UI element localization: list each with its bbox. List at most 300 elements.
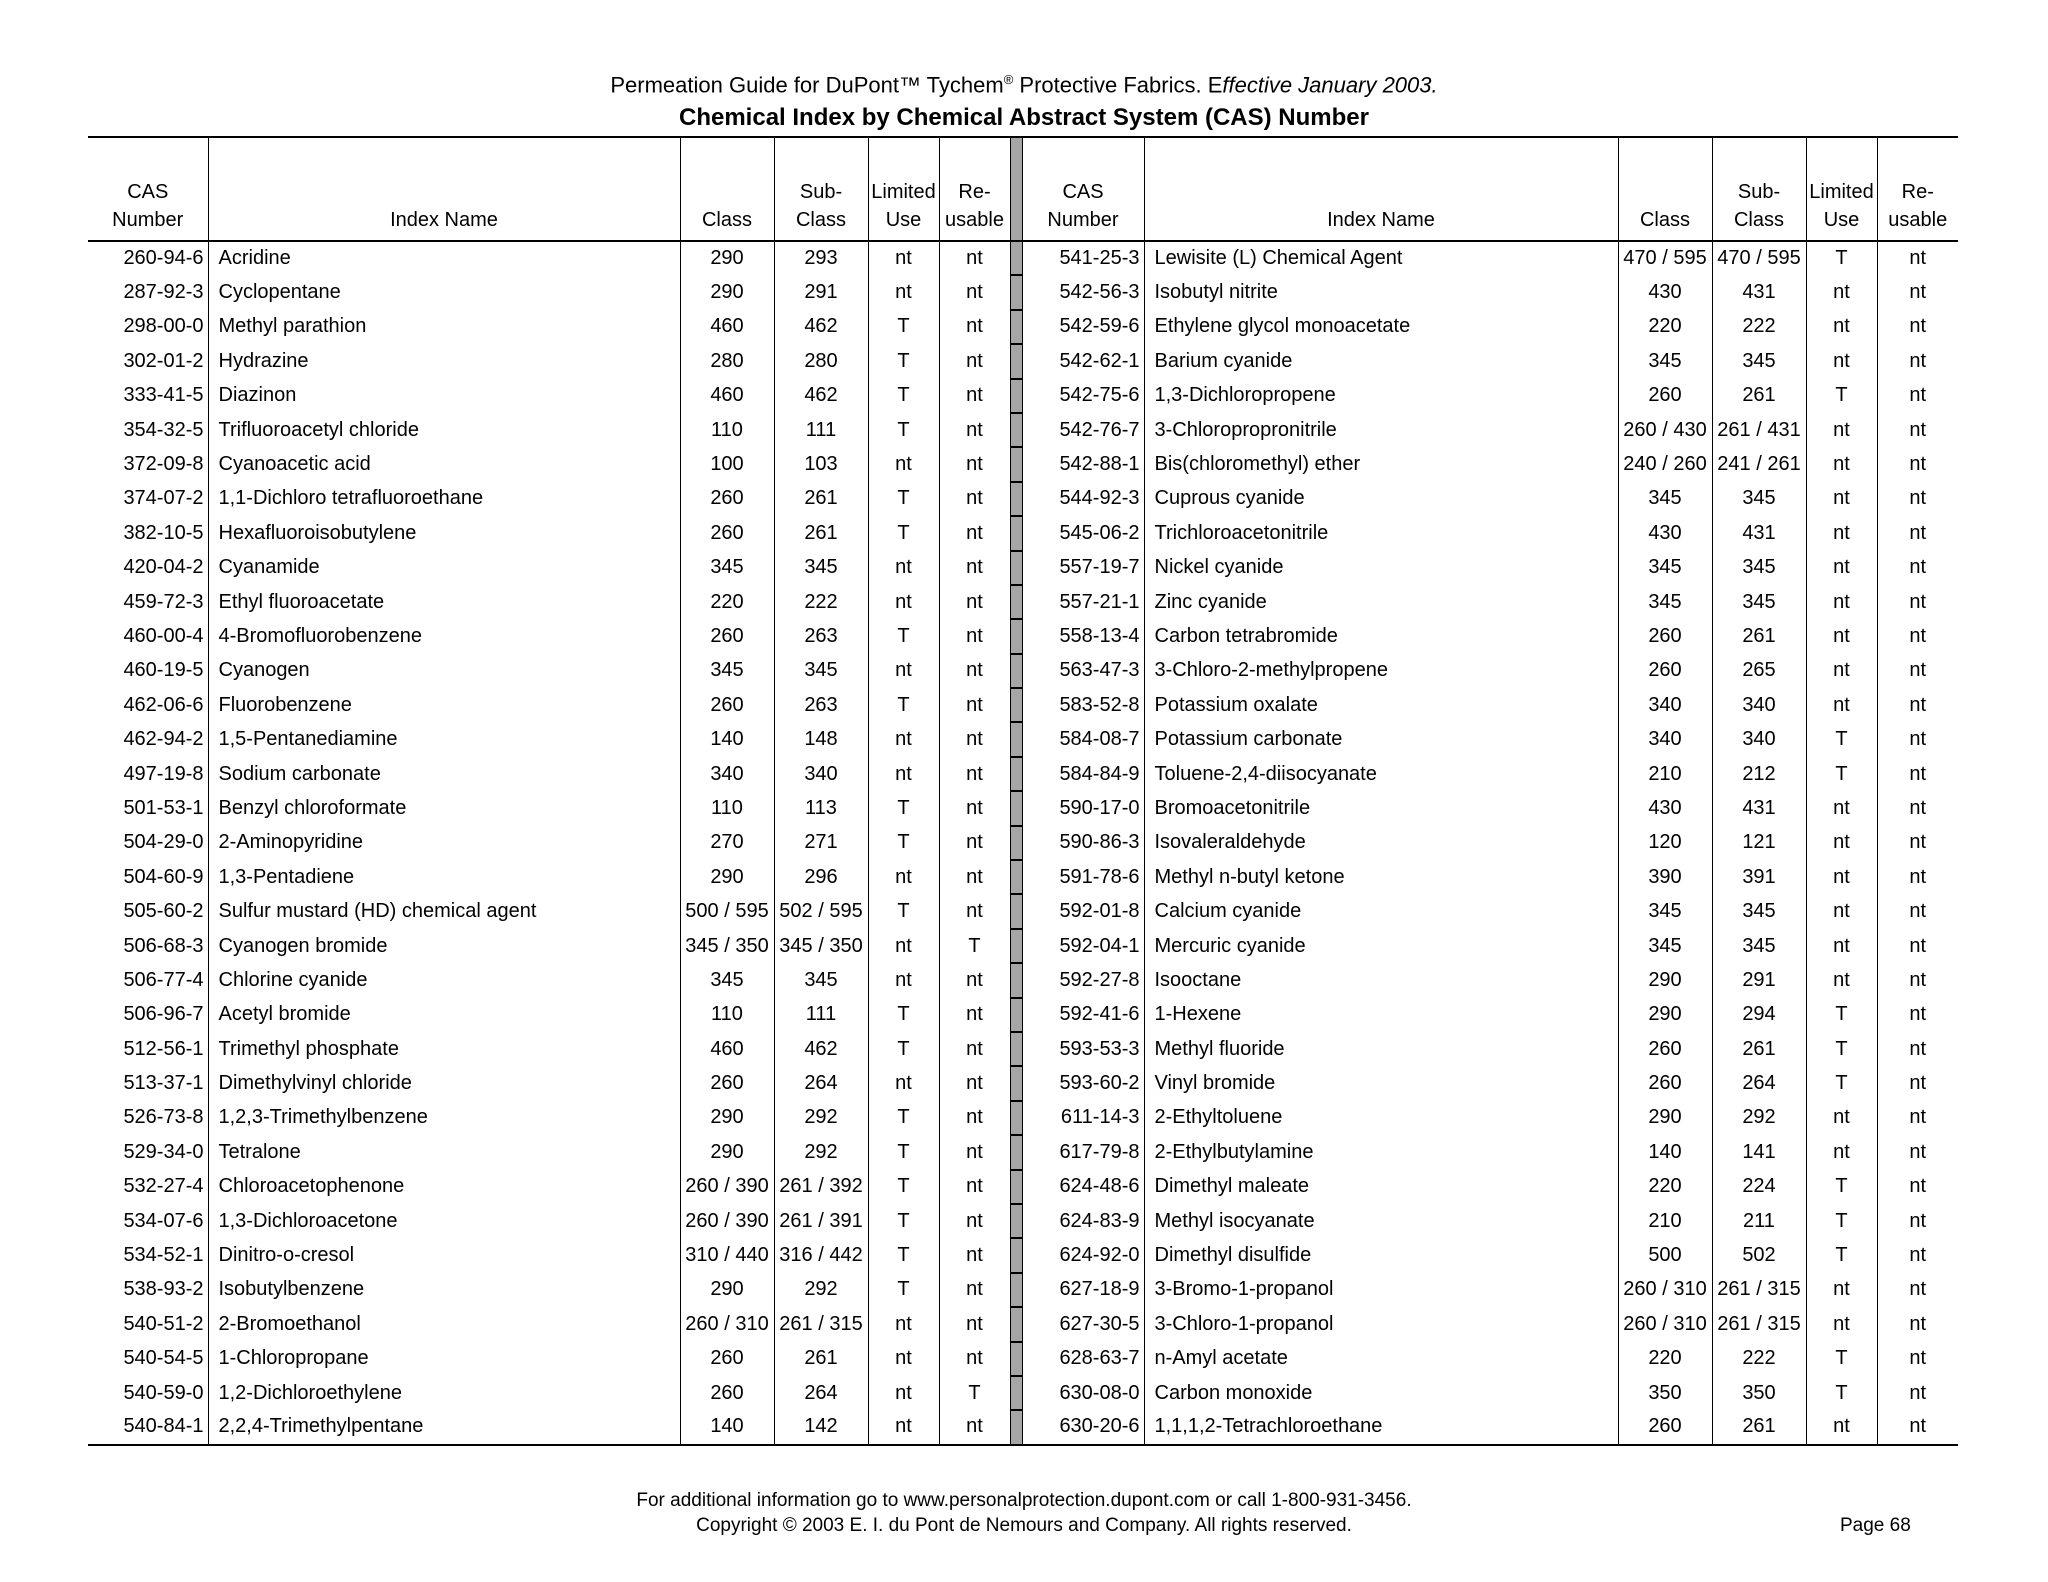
right-reusable-cell: nt (1877, 757, 1958, 791)
right-index-name-cell: 1-Hexene (1144, 998, 1618, 1032)
left-subclass-cell: 462 (774, 310, 868, 344)
left-class-cell: 345 (680, 551, 774, 585)
table-row (88, 860, 1958, 894)
left-subclass-cell: 264 (774, 1376, 868, 1410)
table-row (88, 1101, 1958, 1135)
table-row (88, 1032, 1958, 1066)
column-separator (1010, 585, 1022, 619)
left-limited-use-cell: T (868, 413, 939, 447)
left-limited-use-cell: T (868, 1204, 939, 1238)
table-row (88, 619, 1958, 653)
right-cas-number-cell: 557-19-7 (1022, 551, 1144, 585)
right-cas-number-cell: 558-13-4 (1022, 619, 1144, 653)
column-separator (1010, 963, 1022, 997)
left-reusable-cell: nt (939, 344, 1010, 378)
left-limited-use-cell: nt (868, 1066, 939, 1100)
right-cas-number-cell: 557-21-1 (1022, 585, 1144, 619)
subtitle-effective-date: ffective January 2003. (1222, 72, 1438, 98)
column-separator (1010, 757, 1022, 791)
right-class-cell: 290 (1618, 963, 1712, 997)
left-limited-use-cell: nt (868, 275, 939, 309)
right-limited-use-cell: nt (1806, 860, 1877, 894)
left-cas-number-cell: 512-56-1 (123, 1037, 204, 1060)
left-class-cell: 345 (680, 654, 774, 688)
table-row (88, 1307, 1958, 1341)
left-reusable-cell: T (939, 1376, 1010, 1410)
left-reusable-cell: nt (939, 860, 1010, 894)
col-header-reusable-left: Re- usable (939, 137, 1010, 241)
left-subclass-cell: 264 (774, 1066, 868, 1100)
right-reusable-cell: nt (1877, 963, 1958, 997)
right-cas-number-cell: 590-86-3 (1022, 826, 1144, 860)
right-reusable-cell: nt (1877, 1204, 1958, 1238)
left-class-cell: 100 (680, 447, 774, 481)
table-header-row (88, 137, 1958, 241)
col-header-limited-left: Limited Use (868, 137, 939, 241)
right-index-name-cell: Vinyl bromide (1144, 1066, 1618, 1100)
right-reusable-cell: nt (1877, 1170, 1958, 1204)
column-separator (1010, 998, 1022, 1032)
left-limited-use-cell: nt (868, 654, 939, 688)
column-separator (1010, 447, 1022, 481)
left-index-name-cell: Ethyl fluoroacetate (208, 585, 680, 619)
right-reusable-cell: nt (1877, 791, 1958, 825)
left-subclass-cell: 280 (774, 344, 868, 378)
right-reusable-cell: nt (1877, 998, 1958, 1032)
left-subclass-cell: 340 (774, 757, 868, 791)
right-cas-number-cell: 583-52-8 (1022, 688, 1144, 722)
left-reusable-cell: nt (939, 585, 1010, 619)
left-reusable-cell: nt (939, 379, 1010, 413)
left-cas-number-cell: 504-29-0 (123, 831, 204, 854)
right-subclass-cell: 121 (1712, 826, 1806, 860)
table-row (88, 688, 1958, 722)
right-class-cell: 260 (1618, 619, 1712, 653)
right-index-name-cell: 2-Ethylbutylamine (1144, 1135, 1618, 1169)
left-reusable-cell: nt (939, 241, 1010, 275)
table-row (88, 654, 1958, 688)
right-limited-use-cell: nt (1806, 826, 1877, 860)
col-header-reusable-right: Re- usable (1877, 137, 1958, 241)
left-index-name-cell: 1-Chloropropane (208, 1342, 680, 1376)
column-separator (1010, 1273, 1022, 1307)
left-class-cell: 260 / 390 (680, 1204, 774, 1238)
left-cas-number-cell: 504-60-9 (123, 865, 204, 888)
table-body (88, 241, 1958, 1445)
left-class-cell: 260 (680, 516, 774, 550)
right-cas-number-cell: 593-53-3 (1022, 1032, 1144, 1066)
right-reusable-cell: nt (1877, 1238, 1958, 1272)
right-index-name-cell: 2-Ethyltoluene (1144, 1101, 1618, 1135)
right-subclass-cell: 294 (1712, 998, 1806, 1032)
column-separator (1010, 1376, 1022, 1410)
left-reusable-cell: nt (939, 619, 1010, 653)
right-index-name-cell: Zinc cyanide (1144, 585, 1618, 619)
left-class-cell: 260 (680, 1376, 774, 1410)
table-row (88, 585, 1958, 619)
right-subclass-cell: 391 (1712, 860, 1806, 894)
left-class-cell: 345 (680, 963, 774, 997)
right-subclass-cell: 265 (1712, 654, 1806, 688)
table-row (88, 1273, 1958, 1307)
left-class-cell: 140 (680, 1410, 774, 1444)
left-limited-use-cell: T (868, 1135, 939, 1169)
col-header-subclass-left: Sub- Class (774, 137, 868, 241)
col-header-limited-right: Limited Use (1806, 137, 1877, 241)
left-limited-use-cell: nt (868, 551, 939, 585)
left-class-cell: 110 (680, 998, 774, 1032)
right-class-cell: 240 / 260 (1618, 447, 1712, 481)
table-row (88, 1170, 1958, 1204)
left-class-cell: 345 / 350 (680, 929, 774, 963)
left-class-cell: 260 (680, 482, 774, 516)
right-subclass-cell: 292 (1712, 1101, 1806, 1135)
right-index-name-cell: Cuprous cyanide (1144, 482, 1618, 516)
right-class-cell: 290 (1618, 1101, 1712, 1135)
right-index-name-cell: Carbon tetrabromide (1144, 619, 1618, 653)
right-reusable-cell: nt (1877, 1376, 1958, 1410)
left-cas-number-cell: 460-00-4 (123, 624, 204, 647)
left-index-name-cell: 2-Aminopyridine (208, 826, 680, 860)
column-separator (1010, 241, 1022, 275)
right-class-cell: 220 (1618, 310, 1712, 344)
left-cas-number-cell: 513-37-1 (123, 1072, 204, 1095)
table-row (88, 413, 1958, 447)
left-index-name-cell: Hydrazine (208, 344, 680, 378)
left-limited-use-cell: nt (868, 1342, 939, 1376)
right-class-cell: 260 (1618, 379, 1712, 413)
right-class-cell: 470 / 595 (1618, 241, 1712, 275)
left-cas-number-cell: 505-60-2 (123, 900, 204, 923)
right-class-cell: 345 (1618, 482, 1712, 516)
left-subclass-cell: 148 (774, 722, 868, 756)
left-reusable-cell: nt (939, 1410, 1010, 1444)
right-reusable-cell: nt (1877, 344, 1958, 378)
left-class-cell: 260 (680, 1342, 774, 1376)
left-class-cell: 290 (680, 275, 774, 309)
right-reusable-cell: nt (1877, 1342, 1958, 1376)
left-index-name-cell: 2-Bromoethanol (208, 1307, 680, 1341)
right-cas-number-cell: 584-08-7 (1022, 722, 1144, 756)
right-limited-use-cell: T (1806, 757, 1877, 791)
right-class-cell: 210 (1618, 1204, 1712, 1238)
left-reusable-cell: nt (939, 757, 1010, 791)
chemical-index-table (88, 136, 1958, 1446)
column-separator (1010, 137, 1022, 241)
column-separator (1010, 722, 1022, 756)
left-reusable-cell: T (939, 929, 1010, 963)
left-subclass-cell: 271 (774, 826, 868, 860)
left-reusable-cell: nt (939, 998, 1010, 1032)
table-row (88, 275, 1958, 309)
left-index-name-cell: Chloroacetophenone (208, 1170, 680, 1204)
left-index-name-cell: Trimethyl phosphate (208, 1032, 680, 1066)
left-index-name-cell: 1,3-Pentadiene (208, 860, 680, 894)
col-header-cas-left: CAS Number (88, 137, 208, 241)
right-reusable-cell: nt (1877, 482, 1958, 516)
right-subclass-cell: 345 (1712, 482, 1806, 516)
left-limited-use-cell: T (868, 310, 939, 344)
right-index-name-cell: Dimethyl disulfide (1144, 1238, 1618, 1272)
left-reusable-cell: nt (939, 1032, 1010, 1066)
right-subclass-cell: 340 (1712, 722, 1806, 756)
right-cas-number-cell: 628-63-7 (1022, 1342, 1144, 1376)
left-cas-number-cell: 540-51-2 (123, 1312, 204, 1335)
right-limited-use-cell: nt (1806, 1135, 1877, 1169)
left-limited-use-cell: nt (868, 757, 939, 791)
table-row (88, 516, 1958, 550)
column-separator (1010, 516, 1022, 550)
right-limited-use-cell: T (1806, 1032, 1877, 1066)
left-subclass-cell: 263 (774, 619, 868, 653)
right-reusable-cell: nt (1877, 516, 1958, 550)
right-cas-number-cell: 542-56-3 (1022, 275, 1144, 309)
left-cas-number-cell: 374-07-2 (123, 487, 204, 510)
right-cas-number-cell: 544-92-3 (1022, 482, 1144, 516)
table-row (88, 757, 1958, 791)
left-cas-number-cell: 538-93-2 (123, 1278, 204, 1301)
left-reusable-cell: nt (939, 1170, 1010, 1204)
left-cas-number-cell: 260-94-6 (123, 247, 204, 270)
left-index-name-cell: Chlorine cyanide (208, 963, 680, 997)
left-reusable-cell: nt (939, 654, 1010, 688)
table-row (88, 1376, 1958, 1410)
right-cas-number-cell: 611-14-3 (1022, 1101, 1144, 1135)
right-index-name-cell: Calcium cyanide (1144, 894, 1618, 928)
right-cas-number-cell: 624-48-6 (1022, 1170, 1144, 1204)
right-subclass-cell: 261 (1712, 1410, 1806, 1444)
left-limited-use-cell: nt (868, 447, 939, 481)
table-row (88, 344, 1958, 378)
left-limited-use-cell: T (868, 344, 939, 378)
left-reusable-cell: nt (939, 1135, 1010, 1169)
left-cas-number-cell: 287-92-3 (123, 281, 204, 304)
right-class-cell: 430 (1618, 791, 1712, 825)
column-separator (1010, 1135, 1022, 1169)
left-reusable-cell: nt (939, 722, 1010, 756)
left-cas-number-cell: 506-68-3 (123, 934, 204, 957)
left-index-name-cell: 2,2,4-Trimethylpentane (208, 1410, 680, 1444)
left-reusable-cell: nt (939, 894, 1010, 928)
right-index-name-cell: Potassium oxalate (1144, 688, 1618, 722)
right-limited-use-cell: nt (1806, 619, 1877, 653)
right-reusable-cell: nt (1877, 379, 1958, 413)
left-subclass-cell: 111 (774, 413, 868, 447)
right-reusable-cell: nt (1877, 413, 1958, 447)
left-cas-number-cell: 497-19-8 (123, 762, 204, 785)
right-index-name-cell: n-Amyl acetate (1144, 1342, 1618, 1376)
right-subclass-cell: 241 / 261 (1712, 447, 1806, 481)
left-cas-number-cell: 462-94-2 (123, 728, 204, 751)
col-header-index-name-right: Index Name (1144, 137, 1618, 241)
right-class-cell: 260 / 310 (1618, 1307, 1712, 1341)
right-reusable-cell: nt (1877, 1307, 1958, 1341)
table-row (88, 826, 1958, 860)
right-index-name-cell: Barium cyanide (1144, 344, 1618, 378)
right-limited-use-cell: nt (1806, 585, 1877, 619)
left-cas-number-cell: 372-09-8 (123, 453, 204, 476)
right-class-cell: 345 (1618, 551, 1712, 585)
right-cas-number-cell: 624-83-9 (1022, 1204, 1144, 1238)
left-reusable-cell: nt (939, 275, 1010, 309)
column-separator (1010, 413, 1022, 447)
right-class-cell: 220 (1618, 1342, 1712, 1376)
left-reusable-cell: nt (939, 551, 1010, 585)
right-limited-use-cell: nt (1806, 791, 1877, 825)
left-cas-number-cell: 540-54-5 (123, 1347, 204, 1370)
left-subclass-cell: 296 (774, 860, 868, 894)
left-subclass-cell: 502 / 595 (774, 894, 868, 928)
right-reusable-cell: nt (1877, 585, 1958, 619)
left-index-name-cell: Fluorobenzene (208, 688, 680, 722)
right-limited-use-cell: nt (1806, 894, 1877, 928)
column-separator (1010, 688, 1022, 722)
column-separator (1010, 860, 1022, 894)
left-class-cell: 280 (680, 344, 774, 378)
right-subclass-cell: 211 (1712, 1204, 1806, 1238)
right-reusable-cell: nt (1877, 1135, 1958, 1169)
right-reusable-cell: nt (1877, 654, 1958, 688)
left-reusable-cell: nt (939, 482, 1010, 516)
right-class-cell: 260 (1618, 1066, 1712, 1100)
right-reusable-cell: nt (1877, 1101, 1958, 1135)
right-cas-number-cell: 592-01-8 (1022, 894, 1144, 928)
col-header-class-left: Class (680, 137, 774, 241)
right-subclass-cell: 345 (1712, 344, 1806, 378)
right-class-cell: 500 (1618, 1238, 1712, 1272)
left-index-name-cell: 4-Bromofluorobenzene (208, 619, 680, 653)
right-cas-number-cell: 593-60-2 (1022, 1066, 1144, 1100)
page-number: Page 68 (1840, 1515, 1911, 1536)
column-separator (1010, 379, 1022, 413)
right-cas-number-cell: 584-84-9 (1022, 757, 1144, 791)
left-cas-number-cell: 506-96-7 (123, 1003, 204, 1026)
table-row (88, 1410, 1958, 1444)
left-limited-use-cell: nt (868, 1376, 939, 1410)
left-limited-use-cell: T (868, 379, 939, 413)
table-row (88, 551, 1958, 585)
left-class-cell: 290 (680, 1101, 774, 1135)
col-header-subclass-right: Sub- Class (1712, 137, 1806, 241)
left-cas-number-cell: 382-10-5 (123, 521, 204, 544)
left-cas-number-cell: 459-72-3 (123, 590, 204, 613)
left-subclass-cell: 316 / 442 (774, 1238, 868, 1272)
table-row (88, 482, 1958, 516)
right-class-cell: 210 (1618, 757, 1712, 791)
right-index-name-cell: Isooctane (1144, 963, 1618, 997)
left-subclass-cell: 142 (774, 1410, 868, 1444)
right-limited-use-cell: T (1806, 722, 1877, 756)
right-cas-number-cell: 617-79-8 (1022, 1135, 1144, 1169)
right-subclass-cell: 350 (1712, 1376, 1806, 1410)
right-cas-number-cell: 624-92-0 (1022, 1238, 1144, 1272)
left-limited-use-cell: T (868, 894, 939, 928)
left-index-name-cell: Cyclopentane (208, 275, 680, 309)
right-reusable-cell: nt (1877, 688, 1958, 722)
left-reusable-cell: nt (939, 688, 1010, 722)
left-index-name-cell: Tetralone (208, 1135, 680, 1169)
left-class-cell: 500 / 595 (680, 894, 774, 928)
left-subclass-cell: 345 (774, 654, 868, 688)
right-index-name-cell: Potassium carbonate (1144, 722, 1618, 756)
column-separator (1010, 1101, 1022, 1135)
left-cas-number-cell: 333-41-5 (123, 384, 204, 407)
left-index-name-cell: Benzyl chloroformate (208, 791, 680, 825)
right-class-cell: 345 (1618, 894, 1712, 928)
right-limited-use-cell: T (1806, 1238, 1877, 1272)
left-class-cell: 220 (680, 585, 774, 619)
left-class-cell: 290 (680, 1273, 774, 1307)
column-separator (1010, 1342, 1022, 1376)
left-index-name-cell: Methyl parathion (208, 310, 680, 344)
column-separator (1010, 929, 1022, 963)
column-separator (1010, 275, 1022, 309)
column-separator (1010, 826, 1022, 860)
left-subclass-cell: 462 (774, 1032, 868, 1066)
right-limited-use-cell: nt (1806, 413, 1877, 447)
right-reusable-cell: nt (1877, 1273, 1958, 1307)
left-index-name-cell: Cyanogen bromide (208, 929, 680, 963)
table-row (88, 929, 1958, 963)
left-cas-number-cell: 534-07-6 (123, 1209, 204, 1232)
table-row (88, 1066, 1958, 1100)
right-subclass-cell: 345 (1712, 551, 1806, 585)
left-limited-use-cell: T (868, 791, 939, 825)
right-index-name-cell: Toluene-2,4-diisocyanate (1144, 757, 1618, 791)
chemical-index-table-wrapper (88, 136, 1958, 1446)
left-index-name-cell: Acridine (208, 241, 680, 275)
right-limited-use-cell: nt (1806, 447, 1877, 481)
right-reusable-cell: nt (1877, 722, 1958, 756)
left-reusable-cell: nt (939, 1273, 1010, 1307)
left-class-cell: 260 (680, 619, 774, 653)
right-subclass-cell: 291 (1712, 963, 1806, 997)
left-index-name-cell: Hexafluoroisobutylene (208, 516, 680, 550)
column-separator (1010, 619, 1022, 653)
right-reusable-cell: nt (1877, 275, 1958, 309)
column-separator (1010, 1032, 1022, 1066)
table-row (88, 1342, 1958, 1376)
left-limited-use-cell: nt (868, 1410, 939, 1444)
right-class-cell: 390 (1618, 860, 1712, 894)
right-limited-use-cell: T (1806, 241, 1877, 275)
right-reusable-cell: nt (1877, 447, 1958, 481)
right-index-name-cell: Ethylene glycol monoacetate (1144, 310, 1618, 344)
right-class-cell: 220 (1618, 1170, 1712, 1204)
left-subclass-cell: 103 (774, 447, 868, 481)
left-class-cell: 290 (680, 1135, 774, 1169)
right-limited-use-cell: nt (1806, 1101, 1877, 1135)
left-subclass-cell: 345 / 350 (774, 929, 868, 963)
right-cas-number-cell: 592-27-8 (1022, 963, 1144, 997)
right-subclass-cell: 340 (1712, 688, 1806, 722)
right-reusable-cell: nt (1877, 860, 1958, 894)
left-limited-use-cell: T (868, 1238, 939, 1272)
left-limited-use-cell: T (868, 998, 939, 1032)
right-limited-use-cell: nt (1806, 1307, 1877, 1341)
left-cas-number-cell: 420-04-2 (123, 556, 204, 579)
right-limited-use-cell: nt (1806, 929, 1877, 963)
right-class-cell: 260 (1618, 1032, 1712, 1066)
right-index-name-cell: Methyl n-butyl ketone (1144, 860, 1618, 894)
table-row (88, 447, 1958, 481)
column-separator (1010, 791, 1022, 825)
left-reusable-cell: nt (939, 1307, 1010, 1341)
left-limited-use-cell: nt (868, 241, 939, 275)
right-cas-number-cell: 627-30-5 (1022, 1307, 1144, 1341)
right-index-name-cell: Methyl isocyanate (1144, 1204, 1618, 1238)
footer-contact: For additional information go to www.personalprotection.dupont.com or call 1-800-931-3456. (636, 1490, 1412, 1511)
